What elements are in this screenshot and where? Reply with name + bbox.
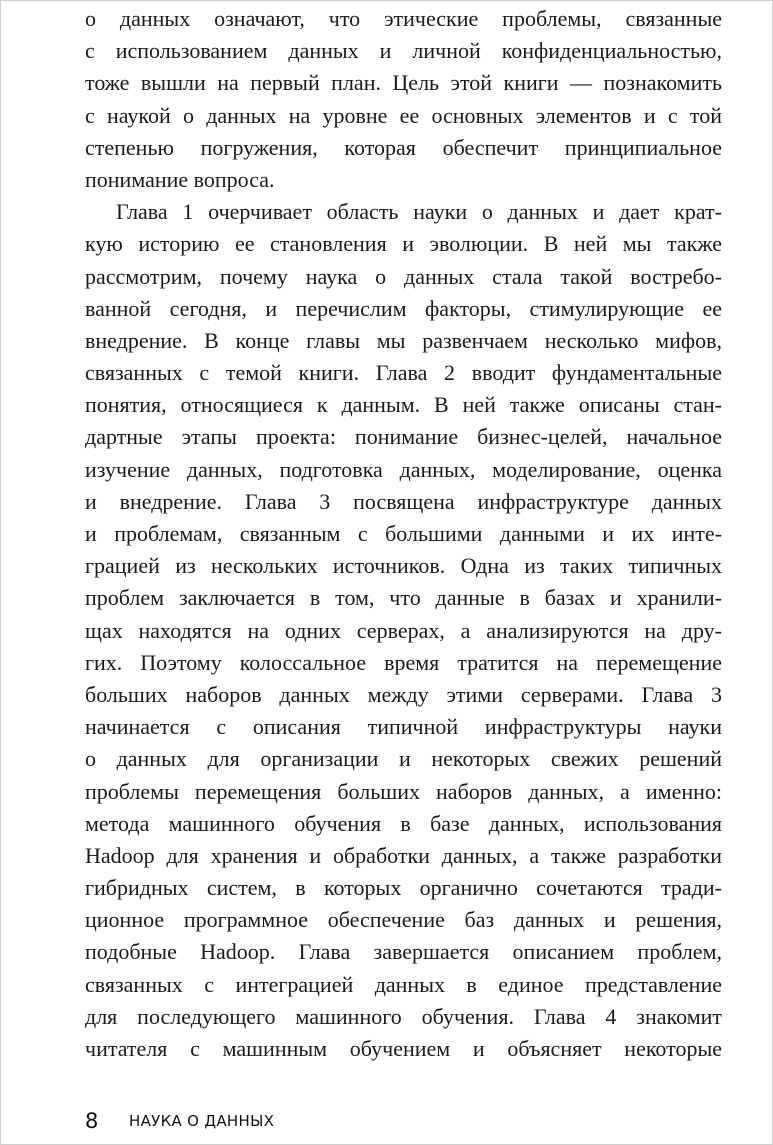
text-line: грацией из нескольких источников. Одна из таких типичных — [85, 553, 722, 579]
text-line: внедрение. В конце главы мы развенчаем несколько мифов, — [85, 327, 722, 353]
text-line: о данных для организации и некоторых свежих решений — [85, 746, 722, 772]
text-line: щах находятся на одних серверах, а анализируются на дру- — [85, 617, 722, 643]
text-line: метода машинного обучения в базе данных, использования — [85, 810, 722, 836]
text-line: начинается с описания типичной инфраструктуры науки — [85, 714, 722, 740]
text-line: гибридных систем, в которых органично сочетаются тради- — [85, 875, 722, 901]
text-line: понимание вопроса. — [85, 166, 275, 192]
text-line: Hadoop для хранения и обработки данных, а также разработки — [85, 842, 722, 868]
text-line: кую историю ее становления и эволюции. В ней мы также — [85, 231, 722, 257]
text-line: ванной сегодня, и перечислим факторы, стимулирующие ее — [85, 295, 722, 321]
text-line: с использованием данных и личной конфиденциальностью, — [85, 38, 722, 64]
paragraph-chapters-overview — [85, 196, 722, 1065]
text-line: связанных с интеграцией данных в единое представление — [85, 971, 722, 997]
running-head: НАУКА О ДАННЫХ — [129, 1112, 275, 1130]
text-line: проблемы перемещения больших наборов данных, а именно: — [85, 778, 722, 804]
text-line: Глава 1 очерчивает область науки о данных и дает крат- — [116, 199, 722, 225]
text-line: понятия, относящиеся к данным. В ней также описаны стан- — [85, 392, 722, 418]
page-body — [85, 1, 722, 1065]
text-line: проблем заключается в том, что данные в базах и хранили- — [85, 585, 722, 611]
paragraph-continuation — [85, 3, 722, 196]
text-line: изучение данных, подготовка данных, моделирование, оценка — [85, 456, 722, 482]
text-line: для последующего машинного обучения. Глава 4 знакомит — [85, 1003, 722, 1029]
text-line: и внедрение. Глава 3 посвящена инфраструктуре данных — [85, 488, 722, 514]
text-line: степенью погружения, которая обеспечит принципиальное — [85, 134, 722, 160]
text-line: гих. Поэтому колоссальное время тратится на перемещение — [85, 649, 722, 675]
text-line: связанных с темой книги. Глава 2 вводит фундаментальные — [85, 360, 722, 386]
text-line: рассмотрим, почему наука о данных стала такой востребо- — [85, 263, 722, 289]
text-line: с наукой о данных на уровне ее основных элементов и с той — [85, 102, 722, 128]
text-line: больших наборов данных между этими серверами. Глава 3 — [85, 681, 722, 707]
text-line: подобные Hadoop. Глава завершается описанием проблем, — [85, 939, 722, 965]
text-line: тоже вышли на первый план. Цель этой книги — познакомить — [85, 70, 722, 96]
page-footer — [85, 1105, 274, 1137]
text-line: дартные этапы проекта: понимание бизнес-целей, начальное — [85, 424, 722, 450]
page-number: 8 — [85, 1109, 99, 1133]
text-line: и проблемам, связанным с большими данными и их инте- — [85, 521, 722, 546]
text-line: ционное программное обеспечение баз данных и решения, — [85, 907, 722, 933]
text-line: читателя с машинным обучением и объясняет некоторые — [85, 1036, 722, 1061]
text-line: о данных означают, что этические проблемы, связанные — [85, 6, 722, 31]
